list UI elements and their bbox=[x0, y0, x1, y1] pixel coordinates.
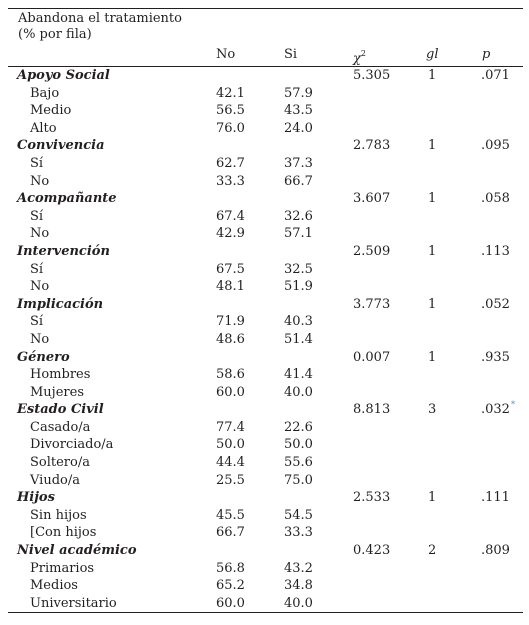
table-group-row bbox=[8, 542, 523, 560]
cell-chi-square-text: 3.773 bbox=[353, 296, 391, 312]
cell-chi-square bbox=[353, 542, 390, 560]
cell-chi-square bbox=[353, 349, 390, 367]
cell-chi-square-text: 0.423 bbox=[353, 543, 391, 559]
cell-no-text: 67.4 bbox=[216, 208, 245, 224]
cell-p bbox=[481, 542, 510, 560]
cell-chi-square-text: 2.783 bbox=[353, 138, 391, 154]
table-row bbox=[8, 366, 523, 384]
row-label-text: Primarios bbox=[30, 560, 95, 576]
column-header-si: Si bbox=[284, 47, 298, 62]
row-label-text: Divorciado/a bbox=[30, 437, 114, 453]
cell-no-text: 56.8 bbox=[216, 560, 245, 576]
cell-no-text: 77.4 bbox=[216, 419, 245, 435]
cell-gl bbox=[428, 243, 436, 261]
cell-si-text: 57.1 bbox=[284, 226, 313, 242]
cell-si bbox=[284, 472, 313, 490]
cell-si bbox=[284, 454, 313, 472]
table-row bbox=[8, 261, 523, 279]
cell-no-text: 67.5 bbox=[216, 261, 245, 277]
column-header-gl: gl bbox=[426, 47, 439, 62]
cell-gl-text: 3 bbox=[428, 402, 437, 418]
cell-no bbox=[216, 507, 245, 525]
row-label-text: No bbox=[30, 279, 50, 295]
table-row bbox=[8, 436, 523, 454]
cell-no-text: 60.0 bbox=[216, 595, 245, 611]
row-label-text: Sí bbox=[30, 314, 44, 330]
cell-no bbox=[216, 208, 245, 226]
column-header-chi-square bbox=[353, 47, 366, 67]
cell-chi-square-text: 2.533 bbox=[353, 490, 391, 506]
table-row bbox=[8, 278, 523, 296]
cell-si bbox=[284, 384, 313, 402]
table-group-row bbox=[8, 489, 523, 507]
cell-si bbox=[284, 173, 313, 191]
cell-chi-square-text: 2.509 bbox=[353, 243, 391, 259]
cell-si bbox=[284, 331, 313, 349]
table-row bbox=[8, 120, 523, 138]
row-label-text: Casado/a bbox=[30, 419, 91, 435]
cell-p-text: .095 bbox=[481, 138, 510, 154]
cell-si bbox=[284, 366, 313, 384]
table-group-row bbox=[8, 349, 523, 367]
cell-no bbox=[216, 524, 245, 542]
row-label-text: Sin hijos bbox=[30, 507, 87, 523]
row-label-text: [Con hijos bbox=[30, 525, 97, 541]
cell-no-text: 45.5 bbox=[216, 507, 245, 523]
row-label-text: Universitario bbox=[30, 595, 117, 611]
row-label bbox=[30, 102, 71, 120]
cell-si-text: 32.5 bbox=[284, 261, 313, 277]
cell-no bbox=[216, 261, 245, 279]
cell-si-text: 32.6 bbox=[284, 208, 313, 224]
table-row bbox=[8, 560, 523, 578]
cell-no-text: 42.1 bbox=[216, 85, 245, 101]
cell-si bbox=[284, 155, 313, 173]
row-label bbox=[30, 173, 49, 191]
cell-no-text: 48.1 bbox=[216, 279, 245, 295]
row-label-text: Apoyo Social bbox=[17, 68, 110, 83]
cell-no bbox=[216, 85, 245, 103]
cell-si-text: 40.0 bbox=[284, 384, 313, 400]
row-label-text: Intervención bbox=[17, 243, 110, 259]
cell-si-text: 51.9 bbox=[284, 279, 313, 295]
cell-si-text: 54.5 bbox=[284, 507, 313, 523]
cell-gl-text: 2 bbox=[428, 543, 437, 559]
table-group-row bbox=[8, 137, 523, 155]
table-group-row bbox=[8, 67, 523, 85]
table-row bbox=[8, 595, 523, 613]
column-header-p: p bbox=[482, 47, 491, 62]
cell-gl-text: 1 bbox=[428, 68, 437, 83]
cell-gl-text: 1 bbox=[428, 243, 437, 259]
cell-p-text: .809 bbox=[481, 543, 510, 559]
table-row bbox=[8, 225, 523, 243]
row-label bbox=[17, 190, 117, 208]
cell-no-text: 50.0 bbox=[216, 437, 245, 453]
table-row bbox=[8, 419, 523, 437]
cell-chi-square-text: 0.007 bbox=[353, 349, 391, 365]
table-row bbox=[8, 173, 523, 191]
row-label bbox=[30, 225, 49, 243]
cell-p-text: .111 bbox=[481, 490, 510, 506]
row-label bbox=[17, 542, 137, 560]
cell-p bbox=[481, 401, 515, 420]
cell-no-text: 71.9 bbox=[216, 314, 245, 330]
row-label bbox=[30, 331, 49, 349]
row-label bbox=[30, 261, 43, 279]
cell-no-text: 62.7 bbox=[216, 155, 245, 171]
row-label-text: Estado Civil bbox=[17, 402, 104, 418]
cell-si bbox=[284, 313, 313, 331]
cell-chi-square bbox=[353, 401, 390, 419]
row-label bbox=[17, 243, 110, 261]
cell-gl bbox=[428, 542, 436, 560]
table-header bbox=[8, 9, 523, 66]
cell-chi-square-text: 8.813 bbox=[353, 402, 391, 418]
cell-si bbox=[284, 120, 313, 138]
cell-chi-square-text: 3.607 bbox=[353, 191, 391, 207]
cell-no bbox=[216, 120, 245, 138]
cell-p bbox=[481, 489, 510, 507]
cell-si-text: 51.4 bbox=[284, 331, 313, 347]
row-label bbox=[30, 278, 49, 296]
cell-no bbox=[216, 173, 245, 191]
table-row bbox=[8, 507, 523, 525]
cell-chi-square bbox=[353, 190, 390, 208]
cell-p bbox=[481, 296, 510, 314]
cell-no-text: 65.2 bbox=[216, 578, 245, 594]
row-label bbox=[17, 296, 103, 314]
cell-si-text: 75.0 bbox=[284, 472, 313, 488]
row-label-text: Hijos bbox=[17, 490, 55, 506]
row-label-text: Implicación bbox=[17, 296, 104, 312]
cell-p bbox=[481, 190, 510, 208]
cell-no bbox=[216, 472, 245, 490]
cell-no bbox=[216, 419, 245, 437]
table-row bbox=[8, 454, 523, 472]
table-row bbox=[8, 524, 523, 542]
cell-si bbox=[284, 419, 313, 437]
cell-p-text: .935 bbox=[481, 349, 510, 365]
table-row bbox=[8, 208, 523, 226]
cell-no bbox=[216, 366, 245, 384]
row-label-text: Medios bbox=[30, 578, 78, 594]
row-label-text: Género bbox=[17, 349, 70, 365]
cell-si-text: 43.2 bbox=[284, 560, 313, 576]
table-caption-line-2: (% por fila) bbox=[18, 27, 92, 42]
table-body bbox=[8, 67, 523, 612]
table-row bbox=[8, 102, 523, 120]
row-label bbox=[30, 595, 117, 613]
cell-chi-square bbox=[353, 489, 390, 507]
cell-si-text: 22.6 bbox=[284, 419, 313, 435]
cell-si-text: 55.6 bbox=[284, 455, 313, 471]
cell-no bbox=[216, 313, 245, 331]
row-label-text: Alto bbox=[30, 120, 57, 136]
table-row bbox=[8, 577, 523, 595]
cell-si-text: 40.3 bbox=[284, 314, 313, 330]
table-row bbox=[8, 472, 523, 490]
row-label-text: Soltero/a bbox=[30, 455, 90, 471]
row-label bbox=[30, 577, 78, 595]
cell-p bbox=[481, 243, 510, 261]
cell-no bbox=[216, 577, 245, 595]
row-label-text: No bbox=[30, 173, 50, 189]
cell-no-text: 33.3 bbox=[216, 173, 245, 189]
row-label bbox=[30, 419, 90, 437]
row-label bbox=[30, 384, 84, 402]
cell-no bbox=[216, 331, 245, 349]
table-group-row bbox=[8, 401, 523, 419]
cell-si-text: 50.0 bbox=[284, 437, 313, 453]
cell-si-text: 43.5 bbox=[284, 103, 313, 119]
row-label-text: Viudo/a bbox=[30, 472, 80, 488]
table-row bbox=[8, 85, 523, 103]
cell-gl-text: 1 bbox=[428, 490, 437, 506]
cell-gl bbox=[428, 296, 436, 314]
cell-no bbox=[216, 454, 245, 472]
row-label bbox=[30, 507, 87, 525]
row-label-text: Bajo bbox=[30, 85, 60, 101]
chi-symbol: χ bbox=[353, 51, 361, 67]
data-table bbox=[8, 8, 523, 613]
cell-si bbox=[284, 278, 313, 296]
cell-si bbox=[284, 560, 313, 578]
cell-no bbox=[216, 225, 245, 243]
table-caption-line-1: Abandona el tratamiento bbox=[18, 11, 182, 26]
cell-gl-text: 1 bbox=[428, 138, 437, 154]
cell-p-text: .052 bbox=[481, 296, 510, 312]
cell-si bbox=[284, 261, 313, 279]
row-label bbox=[30, 366, 90, 384]
cell-p bbox=[481, 349, 510, 367]
row-label bbox=[30, 472, 80, 490]
cell-gl bbox=[428, 401, 436, 419]
row-label bbox=[17, 401, 104, 419]
cell-no bbox=[216, 560, 245, 578]
cell-no bbox=[216, 278, 245, 296]
row-label-text: Sí bbox=[30, 208, 44, 224]
cell-si-text: 57.9 bbox=[284, 85, 313, 101]
row-label bbox=[30, 524, 96, 542]
cell-no-text: 25.5 bbox=[216, 472, 245, 488]
cell-no-text: 66.7 bbox=[216, 525, 245, 541]
cell-no-text: 42.9 bbox=[216, 226, 245, 242]
cell-no bbox=[216, 595, 245, 613]
cell-no-text: 60.0 bbox=[216, 384, 245, 400]
table-group-row bbox=[8, 190, 523, 208]
row-label-text: Mujeres bbox=[30, 384, 84, 400]
row-label bbox=[30, 560, 94, 578]
cell-gl bbox=[428, 67, 436, 85]
cell-p-text: .113 bbox=[481, 243, 510, 259]
row-label bbox=[30, 208, 43, 226]
row-label bbox=[30, 120, 57, 138]
cell-si bbox=[284, 225, 313, 243]
cell-no-text: 76.0 bbox=[216, 120, 245, 136]
row-label bbox=[30, 85, 59, 103]
table-row bbox=[8, 384, 523, 402]
column-header-no: No bbox=[216, 47, 236, 62]
cell-chi-square bbox=[353, 137, 390, 155]
cell-chi-square bbox=[353, 296, 390, 314]
row-label-text: No bbox=[30, 331, 50, 347]
cell-si bbox=[284, 595, 313, 613]
cell-chi-square bbox=[353, 67, 390, 85]
cell-no bbox=[216, 384, 245, 402]
cell-si bbox=[284, 436, 313, 454]
cell-no-text: 58.6 bbox=[216, 367, 245, 383]
cell-p-text: .032 bbox=[481, 402, 510, 418]
cell-si-text: 41.4 bbox=[284, 367, 313, 383]
cell-si bbox=[284, 85, 313, 103]
cell-si bbox=[284, 507, 313, 525]
cell-gl bbox=[428, 349, 436, 367]
row-label bbox=[30, 436, 113, 454]
significance-mark: * bbox=[510, 400, 515, 410]
cell-p bbox=[481, 137, 510, 155]
row-label bbox=[17, 137, 105, 155]
cell-si-text: 37.3 bbox=[284, 155, 313, 171]
cell-p bbox=[481, 67, 510, 85]
cell-si-text: 40.0 bbox=[284, 595, 313, 611]
cell-chi-square bbox=[353, 243, 390, 261]
cell-si bbox=[284, 208, 313, 226]
cell-si bbox=[284, 577, 313, 595]
cell-no bbox=[216, 436, 245, 454]
cell-gl bbox=[428, 190, 436, 208]
cell-si-text: 24.0 bbox=[284, 120, 313, 136]
row-label-text: Hombres bbox=[30, 367, 91, 383]
cell-no-text: 44.4 bbox=[216, 455, 245, 471]
row-label-text: Medio bbox=[30, 103, 72, 119]
table-group-row bbox=[8, 296, 523, 314]
row-label-text: No bbox=[30, 226, 50, 242]
cell-gl-text: 1 bbox=[428, 349, 437, 365]
cell-no-text: 48.6 bbox=[216, 331, 245, 347]
cell-si bbox=[284, 524, 313, 542]
row-label-text: Sí bbox=[30, 261, 44, 277]
cell-si-text: 34.8 bbox=[284, 578, 313, 594]
cell-chi-square-text: 5.305 bbox=[353, 68, 391, 83]
cell-gl-text: 1 bbox=[428, 296, 437, 312]
table-row bbox=[8, 331, 523, 349]
cell-no bbox=[216, 102, 245, 120]
cell-no bbox=[216, 155, 245, 173]
cell-gl-text: 1 bbox=[428, 191, 437, 207]
row-label-text: Acompañante bbox=[17, 191, 117, 207]
row-label-text: Sí bbox=[30, 155, 44, 171]
cell-si bbox=[284, 102, 313, 120]
table-group-row bbox=[8, 243, 523, 261]
table-row bbox=[8, 313, 523, 331]
cell-gl bbox=[428, 489, 436, 507]
row-label bbox=[17, 67, 110, 85]
cell-si-text: 33.3 bbox=[284, 525, 313, 541]
cell-si-text: 66.7 bbox=[284, 173, 313, 189]
row-label-text: Convivencia bbox=[17, 138, 105, 154]
row-label-text: Nivel académico bbox=[17, 543, 137, 559]
cell-no-text: 56.5 bbox=[216, 103, 245, 119]
row-label bbox=[30, 313, 43, 331]
cell-gl bbox=[428, 137, 436, 155]
table-bottom-rule bbox=[8, 612, 523, 613]
row-label bbox=[30, 155, 43, 173]
row-label bbox=[17, 489, 55, 507]
cell-p-text: .071 bbox=[481, 68, 510, 83]
row-label bbox=[17, 349, 70, 367]
table-row bbox=[8, 155, 523, 173]
cell-p-text: .058 bbox=[481, 191, 510, 207]
row-label bbox=[30, 454, 90, 472]
chi-superscript: 2 bbox=[360, 49, 366, 58]
